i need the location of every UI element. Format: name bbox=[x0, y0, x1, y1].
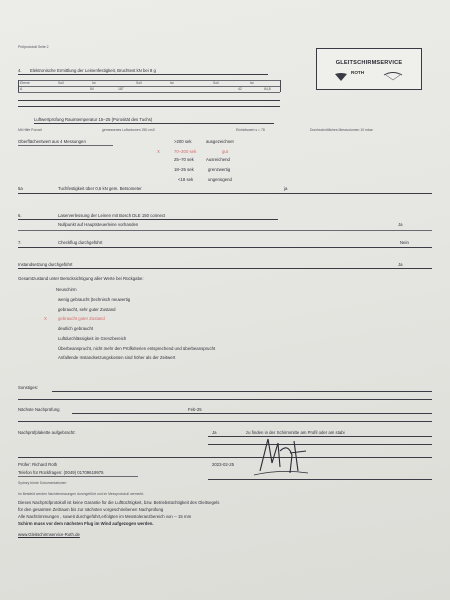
scale-5-rating: ungenügend bbox=[208, 177, 232, 182]
instand-result: Ja bbox=[398, 262, 403, 267]
col-ist-1: Ist bbox=[92, 81, 96, 85]
scale-1-value: >200 sek bbox=[174, 139, 192, 144]
scale-3-rating: Ausreichend bbox=[206, 157, 230, 162]
website-link[interactable]: www.Gleitschirmservice-Roth.de bbox=[18, 532, 80, 537]
section4-title: Elektronische Ermittlung der Leinenfestigkeit, Bruchtest kN bei 8 g bbox=[30, 68, 156, 73]
scale-4-rating: grenzwertig bbox=[208, 167, 231, 172]
gesamt-marker: X bbox=[44, 316, 47, 321]
naechste-label: Nächste Nachprüfung bbox=[18, 407, 60, 412]
gesamt-item-1: Neuschirm bbox=[56, 287, 77, 292]
warning: Schirm muss vor dem nächsten Flug im Wind aufgezogen werden. bbox=[18, 521, 154, 526]
row-value-4: 64,8 bbox=[264, 87, 271, 91]
scale-2-rating: gut bbox=[222, 149, 228, 154]
luft-head-4: Durchschnittliches Messvolumen 10 mbar bbox=[310, 128, 373, 132]
logo-subtitle: ROTH bbox=[351, 70, 365, 75]
section6-result: Ja bbox=[398, 222, 403, 227]
section5a-label: Tuchfestigkeit über 0,6 kN gem. Betsometer bbox=[58, 186, 142, 191]
row-value-2: 187 bbox=[118, 87, 124, 91]
luft-head-1: Mit Hilfe Porosit bbox=[18, 128, 42, 132]
sonstiges-label: Sonstiges: bbox=[18, 385, 39, 390]
section7-number: 7. bbox=[18, 240, 22, 245]
oberflaeche-label: Oberflächentwert aus 4 Messungen bbox=[18, 139, 86, 144]
signature-image bbox=[250, 433, 310, 479]
luft-head-2: gemessenes Luftvolumen 250 cm3 bbox=[102, 128, 155, 132]
section5a-number: 5a bbox=[18, 186, 23, 191]
gesamt-title: Gesamtzustand unter Berücksichtigung aller Werte bei Rückgabe: bbox=[18, 276, 144, 281]
plakette-note: zu finden in der Schirmmitte am Profil oder am stabi bbox=[246, 430, 345, 435]
col-ist-2: Ist bbox=[170, 81, 174, 85]
logo-title: GLEITSCHIRMSERVICE bbox=[335, 60, 403, 66]
telefon: Telefon für Rückfragen: (0049) 01709619975 bbox=[18, 470, 104, 475]
scale-4-value: 18–25 sek bbox=[174, 167, 194, 172]
logo-mark-icon bbox=[335, 69, 347, 87]
section4-number: 4. bbox=[18, 68, 22, 73]
stamp-text: Sydney bürde Dokumentationen bbox=[18, 481, 67, 485]
col-soll-2: Soll bbox=[136, 81, 142, 85]
gesamt-item-3: gebraucht, sehr guter Zustand bbox=[58, 307, 116, 312]
section6-sub: Nullpunkt auf Hauptsteuerleine vorhanden bbox=[58, 222, 139, 227]
col-soll-3: Soll bbox=[213, 81, 219, 85]
row-ebene: A bbox=[20, 87, 23, 91]
pruefer: Prüfer: Richard Roth bbox=[18, 462, 58, 467]
scale-marker: X bbox=[157, 149, 160, 154]
small-note: Im Betsfeld werden Nachlemessungen durchgeführt und im Messprotokoll vermerkt. bbox=[18, 492, 145, 496]
luft-title: Luftwertprüfung Raumtemperatur 15–25 (Porosität des Tuchs) bbox=[34, 117, 153, 122]
page-label: Prüfprotokoll Seite 2 bbox=[18, 45, 49, 49]
disclaimer-1: Dieses Nachprüfprotokoll ist keine Garantie für die Lufttüchtigkeit, bzw. Betriebstüchtigkeit des Gleitsegels bbox=[18, 500, 220, 505]
section7-result: Nein bbox=[400, 240, 409, 245]
luft-head-3: Einheitswert s = 78 bbox=[236, 128, 265, 132]
section6-label: Laserverlessung der Leinen mit Bosch DLE 150 connect bbox=[58, 213, 166, 218]
scale-5-value: <18 sek bbox=[178, 177, 194, 182]
scale-2-value: 70–200 sek bbox=[174, 149, 197, 154]
section5a-result: ja bbox=[284, 186, 288, 191]
disclaimer-2: für den gesamten Zeitraum bis zur nächsten vorgeschriebenen Nachprüfung bbox=[18, 507, 164, 512]
gesamt-item-7: Überbeansprucht, nicht mehr den Prüfkriterien entsprechend und überbeansprucht bbox=[58, 346, 216, 351]
plakette-value: Ja bbox=[212, 430, 217, 435]
gesamt-item-2: wenig gebraucht (technisch neuwertig bbox=[58, 297, 131, 302]
paraglider-icon bbox=[383, 68, 403, 86]
company-logo bbox=[316, 48, 422, 90]
instand-label: Instandsetzung durchgeführt bbox=[18, 262, 73, 267]
date: 2023-02-25 bbox=[212, 462, 234, 467]
gesamt-item-8: Anfallende Instandsetzungskosten sind höher als der Zeitwert bbox=[58, 355, 176, 360]
scale-3-value: 25–70 sek bbox=[174, 157, 194, 162]
gesamt-item-4: gebraucht guter Zustand bbox=[58, 316, 105, 321]
row-value-1: 84 bbox=[90, 87, 94, 91]
plakette-label: Nachprüfplakette aufgebracht: bbox=[18, 430, 76, 435]
col-ist-3: Ist bbox=[250, 81, 254, 85]
gesamt-item-5: deutlich gebraucht bbox=[58, 326, 94, 331]
col-soll-1: Soll bbox=[58, 81, 64, 85]
disclaimer-3: Alle Nachtrimmungen , soweit durchgeführt,erfolgten im Messtoleranzbereich von -- 15 mm bbox=[18, 514, 192, 519]
scale-1-rating: ausgezeichnet bbox=[206, 139, 234, 144]
section6-number: 6. bbox=[18, 213, 22, 218]
row-value-3: 42 bbox=[238, 87, 242, 91]
naechste-value: Feb-25 bbox=[188, 407, 202, 412]
gesamt-item-6: Luftdurchlässigkeit im Grenzbereich bbox=[58, 336, 127, 341]
section7-label: Checkflug durchgeführt bbox=[58, 240, 103, 245]
col-ebene: Ebene bbox=[20, 81, 30, 85]
